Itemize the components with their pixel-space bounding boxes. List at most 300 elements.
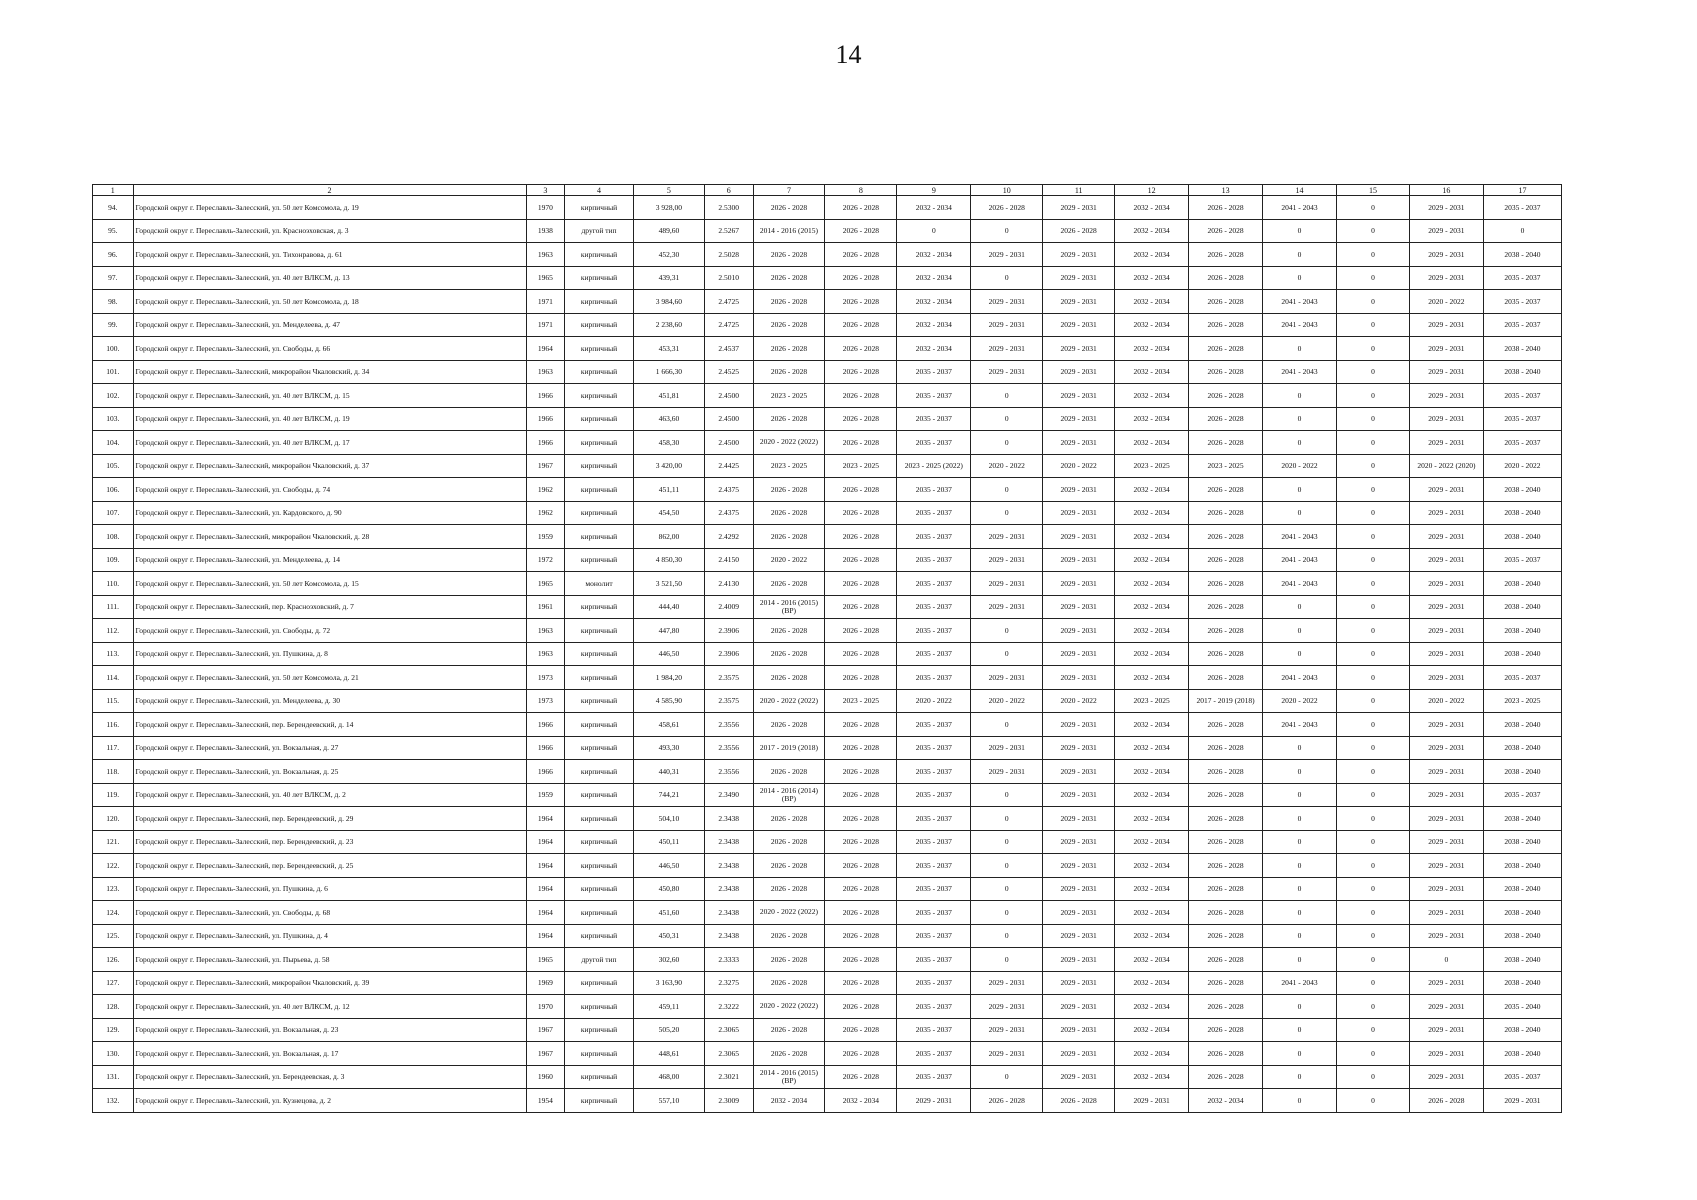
table-cell: 2038 - 2040 xyxy=(1483,501,1561,525)
table-cell: 105. xyxy=(93,454,134,478)
table-cell: 2038 - 2040 xyxy=(1483,948,1561,972)
table-cell: 2029 - 2031 xyxy=(1409,924,1483,948)
address-cell: Городской округ г. Переславль-Залесский, пер. Берендеевский, д. 25 xyxy=(133,854,526,878)
table-cell: кирпичный xyxy=(565,619,634,643)
table-cell: 2032 - 2034 xyxy=(1115,619,1189,643)
table-cell: 1973 xyxy=(526,689,564,713)
table-cell: 99. xyxy=(93,313,134,337)
table-cell: 0 xyxy=(1263,501,1337,525)
table-cell: кирпичный xyxy=(565,525,634,549)
table-cell: 2026 - 2028 xyxy=(753,478,825,502)
address-cell: Городской округ г. Переславль-Залесский, ул. Кузнецова, д. 2 xyxy=(133,1089,526,1113)
table-cell: 458,61 xyxy=(633,713,704,737)
table-cell: 2026 - 2028 xyxy=(1189,572,1263,596)
table-cell: 2026 - 2028 xyxy=(825,384,897,408)
table-cell: 2026 - 2028 xyxy=(753,619,825,643)
table-cell: кирпичный xyxy=(565,877,634,901)
table-cell: 0 xyxy=(1337,478,1410,502)
table-cell: 2026 - 2028 xyxy=(825,196,897,220)
table-cell: 2.4500 xyxy=(704,384,753,408)
table-cell: 2026 - 2028 xyxy=(825,595,897,619)
table-cell: 0 xyxy=(1263,924,1337,948)
table-cell: 2026 - 2028 xyxy=(753,290,825,314)
table-cell: 2032 - 2034 xyxy=(1115,783,1189,807)
table-row xyxy=(93,1065,1562,1089)
table-cell: 2026 - 2028 xyxy=(1043,219,1115,243)
column-header: 8 xyxy=(825,185,897,196)
table-cell: 0 xyxy=(1263,407,1337,431)
table-cell: 2014 - 2016 (2015) (ВР) xyxy=(753,595,825,619)
table-cell: 0 xyxy=(1337,760,1410,784)
table-cell: 2038 - 2040 xyxy=(1483,830,1561,854)
table-cell: 2029 - 2031 xyxy=(971,971,1043,995)
address-cell: Городской округ г. Переславль-Залесский, ул. Вокзальная, д. 27 xyxy=(133,736,526,760)
table-cell: 2041 - 2043 xyxy=(1263,971,1337,995)
table-cell: 2.3556 xyxy=(704,713,753,737)
table-cell: 2032 - 2034 xyxy=(1115,995,1189,1019)
table-cell: 2026 - 2028 xyxy=(825,830,897,854)
table-cell: 2026 - 2028 xyxy=(753,1018,825,1042)
table-cell: 2029 - 2031 xyxy=(971,760,1043,784)
address-cell: Городской округ г. Переславль-Залесский, ул. Вокзальная, д. 25 xyxy=(133,760,526,784)
table-cell: 2032 - 2034 xyxy=(1115,243,1189,267)
table-cell: 2032 - 2034 xyxy=(1115,196,1189,220)
table-cell: 0 xyxy=(1337,854,1410,878)
table-cell: 2032 - 2034 xyxy=(1115,877,1189,901)
table-cell: 1971 xyxy=(526,290,564,314)
table-cell: 2.5028 xyxy=(704,243,753,267)
table-cell: 2026 - 2028 xyxy=(753,830,825,854)
table-cell: 2026 - 2028 xyxy=(1189,595,1263,619)
table-cell: 0 xyxy=(1263,1065,1337,1089)
table-cell: 2026 - 2028 xyxy=(825,1018,897,1042)
table-row xyxy=(93,901,1562,925)
table-cell: 2026 - 2028 xyxy=(825,548,897,572)
table-row xyxy=(93,830,1562,854)
table-cell: 0 xyxy=(1263,783,1337,807)
table-cell: 2026 - 2028 xyxy=(825,948,897,972)
table-cell: 453,31 xyxy=(633,337,704,361)
table-cell: 2029 - 2031 xyxy=(1409,854,1483,878)
table-cell: 2038 - 2040 xyxy=(1483,595,1561,619)
table-cell: 2038 - 2040 xyxy=(1483,478,1561,502)
table-cell: 2029 - 2031 xyxy=(1409,901,1483,925)
table-cell: 2029 - 2031 xyxy=(1409,431,1483,455)
table-cell: 0 xyxy=(1263,619,1337,643)
table-cell: 2035 - 2037 xyxy=(897,431,971,455)
table-cell: кирпичный xyxy=(565,548,634,572)
table-cell: 2.4375 xyxy=(704,501,753,525)
table-cell: 2020 - 2022 xyxy=(1043,689,1115,713)
table-cell: 0 xyxy=(1263,1018,1337,1042)
table-cell: 2029 - 2031 xyxy=(1409,360,1483,384)
table-cell: 0 xyxy=(1337,948,1410,972)
table-cell: 2.4525 xyxy=(704,360,753,384)
table-cell: 2029 - 2031 xyxy=(971,995,1043,1019)
table-cell: 2.5010 xyxy=(704,266,753,290)
table-cell: кирпичный xyxy=(565,1065,634,1089)
table-cell: 2026 - 2028 xyxy=(825,877,897,901)
table-cell: 2020 - 2022 xyxy=(897,689,971,713)
table-row xyxy=(93,478,1562,502)
table-cell: 1970 xyxy=(526,196,564,220)
table-cell: 2.4537 xyxy=(704,337,753,361)
table-cell: 2029 - 2031 xyxy=(1409,807,1483,831)
table-cell: 2035 - 2037 xyxy=(1483,384,1561,408)
table-cell: 0 xyxy=(971,384,1043,408)
table-cell: 0 xyxy=(1337,384,1410,408)
table-cell: кирпичный xyxy=(565,1089,634,1113)
table-cell: 103. xyxy=(93,407,134,431)
table-cell: 2026 - 2028 xyxy=(825,266,897,290)
table-cell: 2029 - 2031 xyxy=(1043,877,1115,901)
table-cell: 2035 - 2037 xyxy=(897,360,971,384)
table xyxy=(92,184,1562,1113)
table-cell: 2035 - 2037 xyxy=(897,783,971,807)
table-cell: 2026 - 2028 xyxy=(1189,313,1263,337)
table-cell: 2035 - 2037 xyxy=(897,995,971,1019)
table-cell: 0 xyxy=(971,266,1043,290)
table-cell: 2026 - 2028 xyxy=(753,572,825,596)
table-cell: 2029 - 2031 xyxy=(1409,572,1483,596)
table-cell: 2029 - 2031 xyxy=(1409,1042,1483,1066)
table-cell: 0 xyxy=(1263,1042,1337,1066)
table-cell: 2026 - 2028 xyxy=(753,948,825,972)
table-cell: 117. xyxy=(93,736,134,760)
table-cell: 1967 xyxy=(526,454,564,478)
table-cell: 0 xyxy=(1263,384,1337,408)
table-cell: 2026 - 2028 xyxy=(825,854,897,878)
table-cell: 0 xyxy=(1337,807,1410,831)
table-cell: 2029 - 2031 xyxy=(1409,525,1483,549)
address-cell: Городской округ г. Переславль-Залесский, микрорайон Чкаловский, д. 34 xyxy=(133,360,526,384)
table-cell: 0 xyxy=(1337,713,1410,737)
table-cell: 2020 - 2022 (2022) xyxy=(753,689,825,713)
table-cell: 489,60 xyxy=(633,219,704,243)
table-cell: 2020 - 2022 (2020) xyxy=(1409,454,1483,478)
table-cell: 0 xyxy=(971,713,1043,737)
table-row xyxy=(93,501,1562,525)
table-cell: 116. xyxy=(93,713,134,737)
table-cell: 557,10 xyxy=(633,1089,704,1113)
table-cell: 2029 - 2031 xyxy=(1409,736,1483,760)
table-cell: 2026 - 2028 xyxy=(825,642,897,666)
table-cell: 1964 xyxy=(526,830,564,854)
table-cell: 2026 - 2028 xyxy=(971,196,1043,220)
table-cell: 2029 - 2031 xyxy=(1409,971,1483,995)
table-cell: 2.4009 xyxy=(704,595,753,619)
table-cell: 2.3490 xyxy=(704,783,753,807)
table-cell: 0 xyxy=(1337,619,1410,643)
table-cell: 2.4425 xyxy=(704,454,753,478)
table-cell: кирпичный xyxy=(565,431,634,455)
table-cell: 2026 - 2028 xyxy=(1189,807,1263,831)
address-cell: Городской округ г. Переславль-Залесский, ул. 50 лет Комсомола, д. 21 xyxy=(133,666,526,690)
table-cell: 2023 - 2025 xyxy=(753,384,825,408)
table-cell: 2029 - 2031 xyxy=(1043,337,1115,361)
table-cell: 2032 - 2034 xyxy=(1115,1042,1189,1066)
table-cell: 0 xyxy=(1337,736,1410,760)
table-cell: 2026 - 2028 xyxy=(1189,924,1263,948)
table-cell: 2035 - 2037 xyxy=(1483,196,1561,220)
table-cell: 0 xyxy=(971,407,1043,431)
table-cell: 2035 - 2037 xyxy=(897,830,971,854)
table-cell: 2026 - 2028 xyxy=(825,736,897,760)
table-cell: 2038 - 2040 xyxy=(1483,642,1561,666)
address-cell: Городской округ г. Переславль-Залесский, микрорайон Чкаловский, д. 28 xyxy=(133,525,526,549)
table-cell: 2026 - 2028 xyxy=(753,713,825,737)
table-row xyxy=(93,1089,1562,1113)
table-cell: 2.5300 xyxy=(704,196,753,220)
table-cell: 2035 - 2037 xyxy=(1483,290,1561,314)
table-cell: 3 163,90 xyxy=(633,971,704,995)
table-cell: 2029 - 2031 xyxy=(971,548,1043,572)
table-cell: 2035 - 2037 xyxy=(897,525,971,549)
table-cell: 1962 xyxy=(526,478,564,502)
table-cell: 2026 - 2028 xyxy=(1189,901,1263,925)
table-cell: 0 xyxy=(1263,901,1337,925)
table-cell: 2038 - 2040 xyxy=(1483,360,1561,384)
table-row xyxy=(93,995,1562,1019)
table-cell: 2023 - 2025 xyxy=(1483,689,1561,713)
table-cell: 1967 xyxy=(526,1042,564,1066)
table-cell: кирпичный xyxy=(565,995,634,1019)
table-cell: 2035 - 2040 xyxy=(1483,995,1561,1019)
table-cell: 0 xyxy=(1337,337,1410,361)
table-cell: 454,50 xyxy=(633,501,704,525)
table-row xyxy=(93,783,1562,807)
table-cell: 129. xyxy=(93,1018,134,1042)
address-cell: Городской округ г. Переславль-Залесский, ул. Тихонравова, д. 61 xyxy=(133,243,526,267)
table-cell: 2029 - 2031 xyxy=(971,736,1043,760)
table-cell: 2035 - 2037 xyxy=(897,948,971,972)
address-cell: Городской округ г. Переславль-Залесский, пер. Берендеевский, д. 29 xyxy=(133,807,526,831)
table-cell: 2026 - 2028 xyxy=(753,266,825,290)
table-cell: 2035 - 2037 xyxy=(1483,666,1561,690)
table-cell: 1961 xyxy=(526,595,564,619)
table-cell: 2029 - 2031 xyxy=(1043,854,1115,878)
table-cell: 2032 - 2034 xyxy=(1115,313,1189,337)
table-cell: 2038 - 2040 xyxy=(1483,713,1561,737)
table-cell: 2032 - 2034 xyxy=(897,266,971,290)
table-cell: 2.4375 xyxy=(704,478,753,502)
table-cell: 1 984,20 xyxy=(633,666,704,690)
table-cell: 0 xyxy=(1263,830,1337,854)
table-cell: 2023 - 2025 xyxy=(1189,454,1263,478)
table-cell: 1970 xyxy=(526,995,564,1019)
table-cell: 0 xyxy=(1337,1089,1410,1113)
table-cell: 2029 - 2031 xyxy=(1409,219,1483,243)
table-cell: 2032 - 2034 xyxy=(1115,525,1189,549)
table-cell: 1965 xyxy=(526,572,564,596)
table-cell: 124. xyxy=(93,901,134,925)
address-cell: Городской округ г. Переславль-Залесский, ул. Красноэховская, д. 3 xyxy=(133,219,526,243)
table-cell: 2029 - 2031 xyxy=(1409,877,1483,901)
table-cell: 2026 - 2028 xyxy=(825,313,897,337)
table-cell: 2026 - 2028 xyxy=(825,243,897,267)
table-cell: 2029 - 2031 xyxy=(971,290,1043,314)
table-cell: 2026 - 2028 xyxy=(1189,971,1263,995)
table-cell: кирпичный xyxy=(565,689,634,713)
address-cell: Городской округ г. Переславль-Залесский, ул. 40 лет ВЛКСМ, д. 17 xyxy=(133,431,526,455)
table-cell: 2029 - 2031 xyxy=(1043,1065,1115,1089)
table-cell: 1964 xyxy=(526,924,564,948)
table-cell: 2035 - 2037 xyxy=(897,807,971,831)
table-cell: 1964 xyxy=(526,877,564,901)
address-cell: Городской округ г. Переславль-Залесский, микрорайон Чкаловский, д. 37 xyxy=(133,454,526,478)
table-cell: 0 xyxy=(1263,266,1337,290)
table-cell: 2026 - 2028 xyxy=(825,807,897,831)
table-cell: 0 xyxy=(1337,266,1410,290)
table-cell: 2029 - 2031 xyxy=(1043,760,1115,784)
table-cell: 2029 - 2031 xyxy=(1043,830,1115,854)
table-cell: 2029 - 2031 xyxy=(1409,196,1483,220)
table-cell: 2.3438 xyxy=(704,830,753,854)
table-cell: 2032 - 2034 xyxy=(897,243,971,267)
table-cell: 2029 - 2031 xyxy=(1043,642,1115,666)
table-row xyxy=(93,431,1562,455)
table-cell: 2038 - 2040 xyxy=(1483,1042,1561,1066)
table-cell: 0 xyxy=(971,854,1043,878)
table-cell: 2026 - 2028 xyxy=(1189,407,1263,431)
table-cell: 0 xyxy=(1337,689,1410,713)
table-cell: 0 xyxy=(971,924,1043,948)
table-cell: другой тип xyxy=(565,948,634,972)
table-cell: 2029 - 2031 xyxy=(971,572,1043,596)
table-cell: 2032 - 2034 xyxy=(825,1089,897,1113)
table-cell: 2.3065 xyxy=(704,1018,753,1042)
address-cell: Городской округ г. Переславль-Залесский, ул. Менделеева, д. 14 xyxy=(133,548,526,572)
table-cell: 1966 xyxy=(526,384,564,408)
table-cell: 2026 - 2028 xyxy=(1189,243,1263,267)
table-cell: 1963 xyxy=(526,619,564,643)
table-cell: 2029 - 2031 xyxy=(1043,807,1115,831)
column-header: 12 xyxy=(1115,185,1189,196)
table-cell: 2026 - 2028 xyxy=(1189,196,1263,220)
table-cell: 2029 - 2031 xyxy=(1409,713,1483,737)
table-row xyxy=(93,454,1562,478)
table-cell: 0 xyxy=(1337,1042,1410,1066)
table-cell: 2026 - 2028 xyxy=(825,924,897,948)
table-cell: 2026 - 2028 xyxy=(825,666,897,690)
table-cell: кирпичный xyxy=(565,666,634,690)
table-cell: кирпичный xyxy=(565,407,634,431)
table-cell: 446,50 xyxy=(633,642,704,666)
table-cell: 2.3222 xyxy=(704,995,753,1019)
column-header: 13 xyxy=(1189,185,1263,196)
table-cell: 3 521,50 xyxy=(633,572,704,596)
table-row xyxy=(93,548,1562,572)
table-cell: 2026 - 2028 xyxy=(1189,219,1263,243)
table-cell: 2029 - 2031 xyxy=(1409,407,1483,431)
table-cell: 0 xyxy=(1483,219,1561,243)
table-cell: 1966 xyxy=(526,760,564,784)
address-cell: Городской округ г. Переславль-Залесский, ул. 50 лет Комсомола, д. 19 xyxy=(133,196,526,220)
table-cell: 2032 - 2034 xyxy=(1115,337,1189,361)
table-cell: 2029 - 2031 xyxy=(1409,548,1483,572)
table-row xyxy=(93,689,1562,713)
table-cell: 0 xyxy=(1263,337,1337,361)
address-cell: Городской округ г. Переславль-Залесский, ул. Свободы, д. 66 xyxy=(133,337,526,361)
table-cell: 2029 - 2031 xyxy=(1409,783,1483,807)
table-cell: 2029 - 2031 xyxy=(1409,666,1483,690)
table-cell: 447,80 xyxy=(633,619,704,643)
table-cell: 744,21 xyxy=(633,783,704,807)
table-cell: 2029 - 2031 xyxy=(1043,924,1115,948)
table-cell: 0 xyxy=(1337,525,1410,549)
address-cell: Городской округ г. Переславль-Залесский, ул. Пушкина, д. 4 xyxy=(133,924,526,948)
table-cell: 2020 - 2022 (2022) xyxy=(753,995,825,1019)
table-cell: 0 xyxy=(971,478,1043,502)
table-cell: кирпичный xyxy=(565,196,634,220)
table-cell: 2032 - 2034 xyxy=(1115,901,1189,925)
table-cell: 4 850,30 xyxy=(633,548,704,572)
address-cell: Городской округ г. Переславль-Залесский, ул. Пушкина, д. 6 xyxy=(133,877,526,901)
table-cell: 2029 - 2031 xyxy=(971,525,1043,549)
table-cell: 2041 - 2043 xyxy=(1263,666,1337,690)
table-row xyxy=(93,642,1562,666)
table-row xyxy=(93,760,1562,784)
table-cell: 2038 - 2040 xyxy=(1483,854,1561,878)
table-cell: 2032 - 2034 xyxy=(1115,854,1189,878)
table-row xyxy=(93,572,1562,596)
table-cell: 2035 - 2037 xyxy=(897,572,971,596)
table-cell: 2035 - 2037 xyxy=(1483,431,1561,455)
table-cell: 2026 - 2028 xyxy=(753,1042,825,1066)
column-header: 15 xyxy=(1337,185,1410,196)
table-cell: 2026 - 2028 xyxy=(825,619,897,643)
table-cell: 2029 - 2031 xyxy=(1409,760,1483,784)
table-cell: 2020 - 2022 (2022) xyxy=(753,901,825,925)
table-cell: 2026 - 2028 xyxy=(1189,337,1263,361)
table-cell: 2032 - 2034 xyxy=(1115,572,1189,596)
table-cell: 1963 xyxy=(526,243,564,267)
table-cell: 2026 - 2028 xyxy=(825,431,897,455)
table-cell: 2029 - 2031 xyxy=(1043,266,1115,290)
table-cell: 493,30 xyxy=(633,736,704,760)
table-cell: 2029 - 2031 xyxy=(1409,243,1483,267)
table-cell: 2023 - 2025 (2022) xyxy=(897,454,971,478)
table-cell: 110. xyxy=(93,572,134,596)
table-cell: кирпичный xyxy=(565,642,634,666)
table-cell: 2029 - 2031 xyxy=(1043,478,1115,502)
table-cell: 2032 - 2034 xyxy=(1115,219,1189,243)
table-cell: 2026 - 2028 xyxy=(753,407,825,431)
table-cell: 2029 - 2031 xyxy=(971,243,1043,267)
address-cell: Городской округ г. Переславль-Залесский, ул. Свободы, д. 68 xyxy=(133,901,526,925)
table-cell: кирпичный xyxy=(565,901,634,925)
table-cell: 2026 - 2028 xyxy=(825,478,897,502)
table-cell: 2035 - 2037 xyxy=(897,1018,971,1042)
table-cell: 2026 - 2028 xyxy=(1189,713,1263,737)
table-cell: 2026 - 2028 xyxy=(1189,830,1263,854)
table-cell: 2026 - 2028 xyxy=(753,971,825,995)
table-cell: 0 xyxy=(1337,595,1410,619)
table-cell: 0 xyxy=(1337,572,1410,596)
table-cell: 2026 - 2028 xyxy=(753,877,825,901)
table-cell: 2.3906 xyxy=(704,619,753,643)
table-cell: 2029 - 2031 xyxy=(971,337,1043,361)
table-cell: 2023 - 2025 xyxy=(825,454,897,478)
table-cell: 2026 - 2028 xyxy=(1189,995,1263,1019)
table-cell: кирпичный xyxy=(565,713,634,737)
table-cell: 1938 xyxy=(526,219,564,243)
table-cell: 2029 - 2031 xyxy=(1043,948,1115,972)
table-cell: 0 xyxy=(971,619,1043,643)
table-cell: 2020 - 2022 xyxy=(971,689,1043,713)
table-cell: 0 xyxy=(1337,1018,1410,1042)
table-cell: 2.3556 xyxy=(704,760,753,784)
